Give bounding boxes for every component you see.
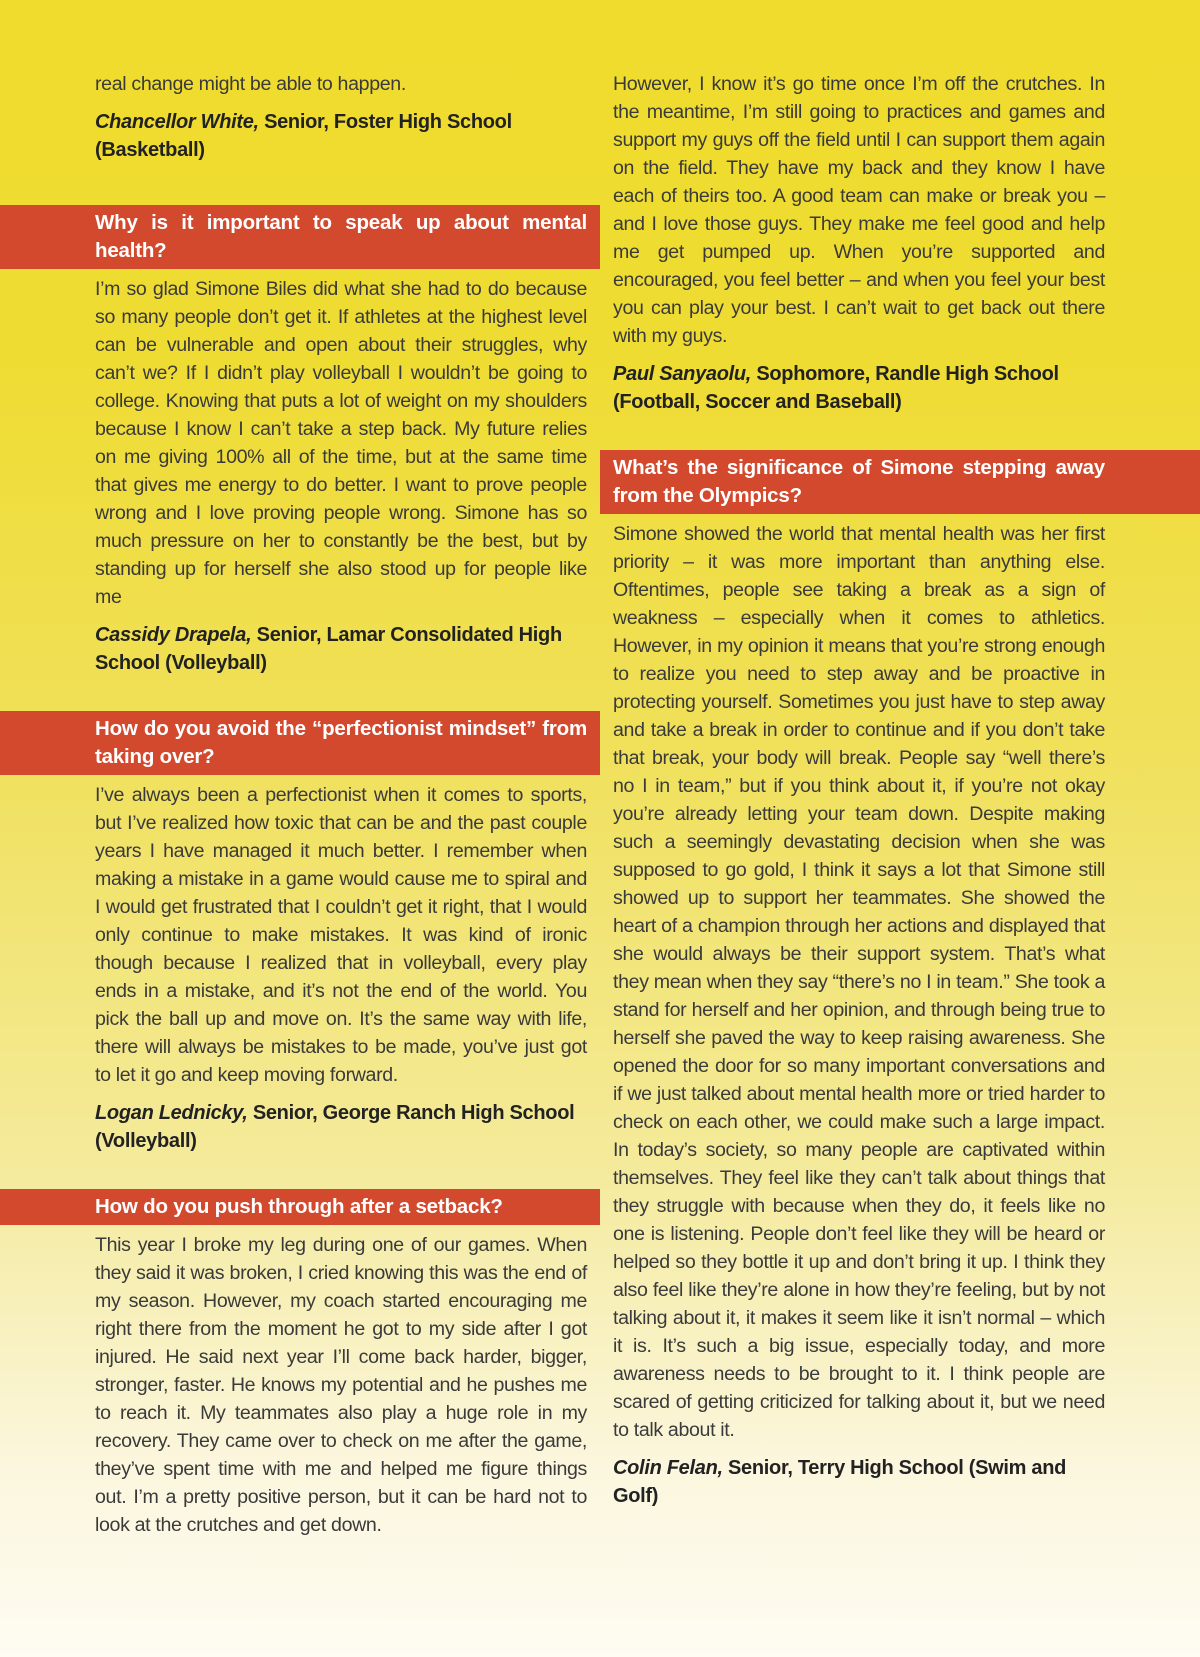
answer-mental-health: I’m so glad Simone Biles did what she had to do because so many people don’t get it. If athletes at the highest level can be vulnerable and open about their struggles, why can’t we? If I didn’t play volleyball I wouldn’t be going to college. Knowing that puts a lot of weight on my shoulders because I know I can’t take a step back. My future relies on me giving 100% all of the time, but at the same time that gives me energy to do better. I want to prove people wrong and I love proving people wrong. Simone has so much pressure on her to constantly be the best, but by standing up for herself she also stood up for people like me [95, 278, 587, 608]
attribution-paul-sanyaolu [613, 360, 1105, 416]
answer-perfectionist: I’ve always been a perfectionist when it comes to sports, but I’ve realized how toxic that can be and the past couple years I have managed it much better. I remember when making a mistake in a game would cause me to spiral and I would get frustrated that I couldn’t get it right, that I would only continue to make mistakes. It was kind of ironic though because I realized that in volleyball, every play ends in a mistake, and it’s not the end of the world. You pick the ball up and move on. It’s the same way with life, there will always be mistakes to be made, you’ve just got to let it go and keep moving forward. [95, 784, 587, 1086]
attribution-colin-felan [613, 1454, 1105, 1510]
attribution-logan-lednicky [95, 1099, 587, 1155]
attribution-name: Cassidy Drapela, [95, 624, 252, 646]
left-column [0, 70, 600, 1539]
intro-tail-text: real change might be able to happen. [95, 73, 406, 95]
attribution-name: Colin Felan, [613, 1457, 723, 1479]
attribution-details: Senior, Terry High School (Swim and Golf) [613, 1457, 1067, 1507]
question-heading-significance: What’s the significance of Simone stepping away from the Olympics? [600, 450, 1200, 514]
answer-setback-continued: However, I know it’s go time once I’m off the crutches. In the meantime, I’m still going to practices and games and support my guys off the field until I can support them again on the field. They have my back and they know I have each of theirs too. A good team can make or break you – and I love those guys. They make me feel good and help me get pumped up. When you’re supported and encouraged, you feel better – and when you feel your best you can play your best. I can’t wait to get back out there with my guys. [613, 73, 1105, 347]
answer-significance: Simone showed the world that mental health was her first priority – it was more important than anything else. Oftentimes, people see taking a break as a sign of weakness – especially when it comes to athletics. However, in my opinion it means that you’re strong enough to realize you need to step away and be proactive in protecting yourself. Sometimes you just have to step away and take a break in order to continue and if you don’t take that break, your body will break. People say “well there’s no I in team,” but if you think about it, if you’re not okay you’re already letting your team down. Despite making such a seemingly devastating decision when she was supposed to go gold, I think it says a lot that Simone still showed up to support her teammates. She showed the heart of a champion through her actions and displayed that she would always be their support system. That’s what they mean when they say “there’s no I in team.” She took a stand for herself and her opinion, and through being true to herself she paved the way to keep raising awareness. She opened the door for so many important conversations and if we just talked about mental health more or tried harder to check on each other, we could make such a large impact. In today’s society, so many people are captivated within themselves. They feel like they can’t talk about things that they struggle with because when they do, it feels like no one is listening. People don’t feel like they will be heard or helped so they bottle it up and don’t bring it up. I think they also feel like they’re alone in how they’re feeling, but by not talking about it, it makes it seem like it isn’t normal – which it is. It’s such a big issue, especially today, and more awareness needs to be brought to it. I think people are scared of getting criticized for talking about it, but we need to talk about it. [613, 523, 1105, 1441]
question-heading-perfectionist: How do you avoid the “perfectionist mindset” from taking over? [0, 711, 600, 775]
right-column [600, 70, 1200, 1530]
attribution-details: Senior, Lamar Consolidated High School (Volleyball) [95, 624, 562, 674]
question-heading-mental-health: Why is it important to speak up about mental health? [0, 205, 600, 269]
attribution-details: Senior, Foster High School (Basketball) [95, 111, 512, 161]
attribution-details: Sophomore, Randle High School (Football, Soccer and Baseball) [613, 363, 1059, 413]
attribution-name: Paul Sanyaolu, [613, 363, 752, 385]
question-heading-setback: How do you push through after a setback? [0, 1189, 600, 1225]
attribution-details: Senior, George Ranch High School (Volleyball) [95, 1102, 575, 1152]
attribution-cassidy-drapela [95, 621, 587, 677]
attribution-chancellor-white [95, 108, 587, 164]
answer-setback: This year I broke my leg during one of our games. When they said it was broken, I cried knowing this was the end of my season. However, my coach started encouraging me right there from the moment he got to my side after I got injured. He said next year I’ll come back harder, bigger, stronger, faster. He knows my potential and he pushes me to reach it. My teammates also play a huge role in my recovery. They came over to check on me after the game, they’ve spent time with me and helped me figure things out. I’m a pretty positive person, but it can be hard not to look at the crutches and get down. [95, 1234, 587, 1536]
attribution-name: Chancellor White, [95, 111, 259, 133]
attribution-name: Logan Lednicky, [95, 1102, 248, 1124]
